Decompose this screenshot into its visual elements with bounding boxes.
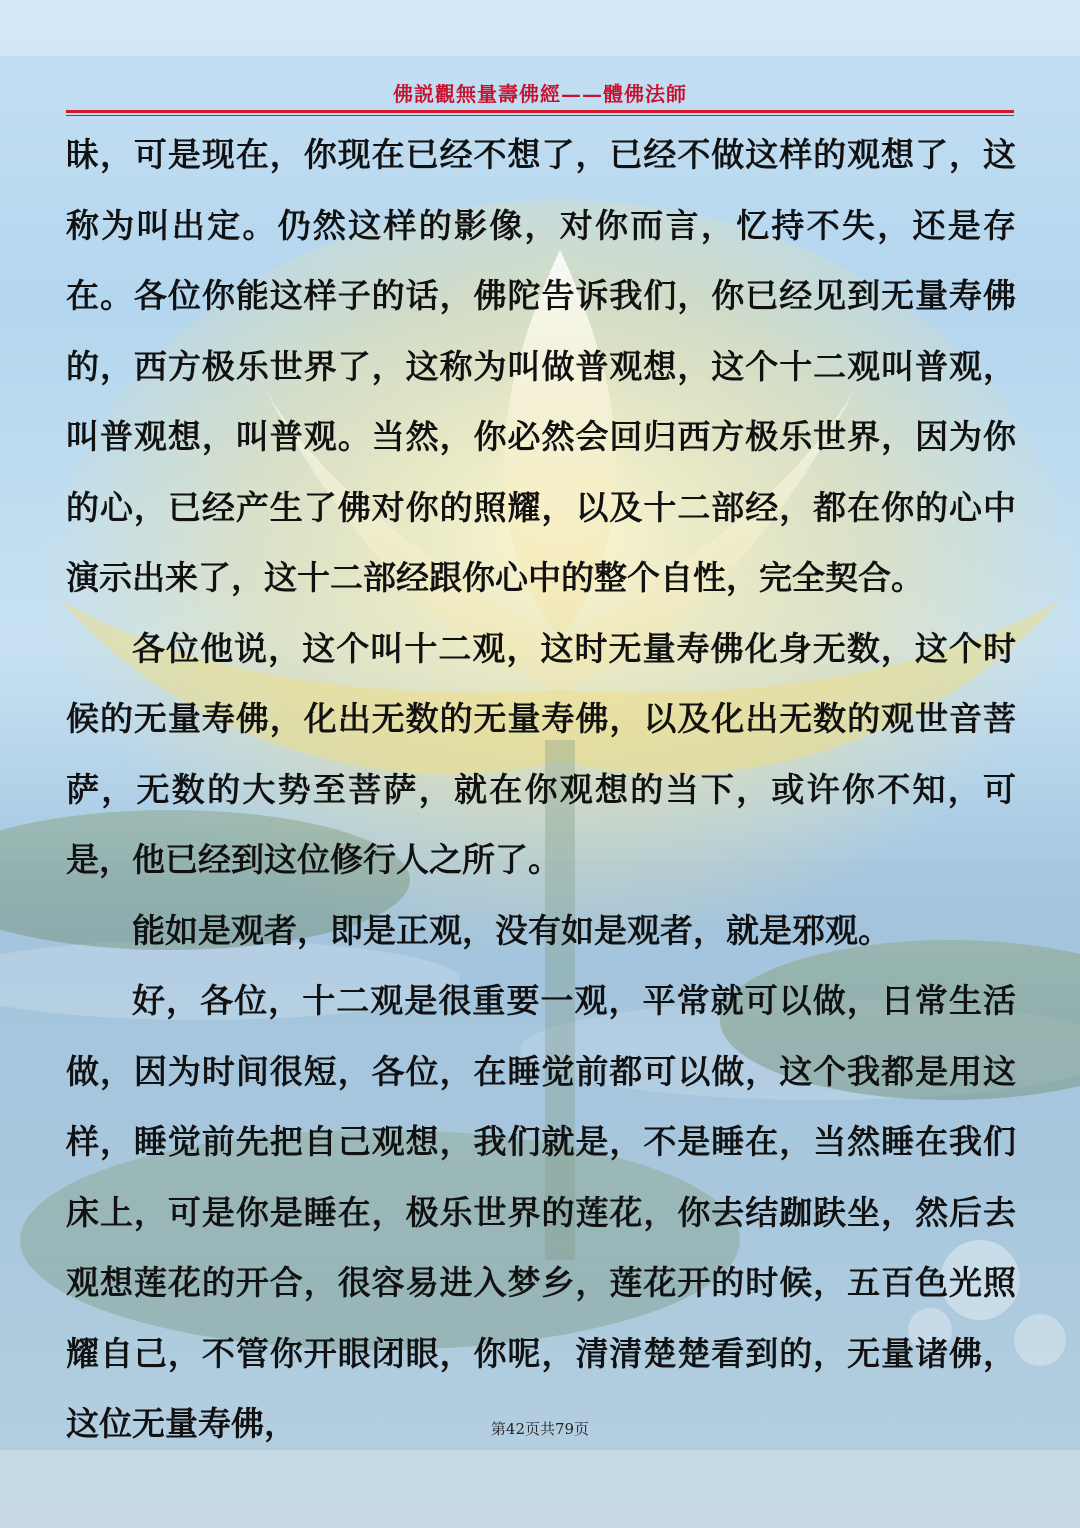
header-rule-thin (66, 115, 1014, 116)
header-rule-thick (66, 110, 1014, 113)
paragraph-1: 昧，可是现在，你现在已经不想了，已经不做这样的观想了，这称为叫出定。仍然这样的影像，对你而言，忆持不失，还是存在。各位你能这样子的话，佛陀告诉我们，你已经见到无量寿佛的，西方极乐世界了，这称为叫做普观想，这个十二观叫普观，叫普观想，叫普观。当然，你必然会回归西方极乐世界，因为你的心，已经产生了佛对你的照耀，以及十二部经，都在你的心中演示出来了，这十二部经跟你心中的整个自性，完全契合。 (66, 135, 1016, 597)
page-number-footer: 第42页共79页 (490, 1420, 590, 1438)
body-text (66, 120, 1016, 1460)
paragraph-2: 各位他说，这个叫十二观，这时无量寿佛化身无数，这个时候的无量寿佛，化出无数的无量寿佛，以及化出无数的观世音菩萨，无数的大势至菩萨，就在你观想的当下，或许你不知，可是，他已经到这位修行人之所了。 (66, 628, 1016, 879)
paragraph-3: 能如是观者，即是正观，没有如是观者，就是邪观。 (132, 910, 891, 950)
paragraph-4: 好，各位，十二观是很重要一观，平常就可以做，日常生活做，因为时间很短，各位，在睡觉前都可以做，这个我都是用这样，睡觉前先把自己观想，我们就是，不是睡在，当然睡在我们床上，可是你是睡在，极乐世界的莲花，你去结跏趺坐，然后去观想莲花的开合，很容易进入梦乡，莲花开的时候，五百色光照耀自己，不管你开眼闭眼，你呢，清清楚楚看到的，无量诸佛，这位无量寿佛， (66, 981, 1016, 1443)
page-header-title: 佛説觀無量壽佛經——體佛法師 (393, 82, 687, 106)
